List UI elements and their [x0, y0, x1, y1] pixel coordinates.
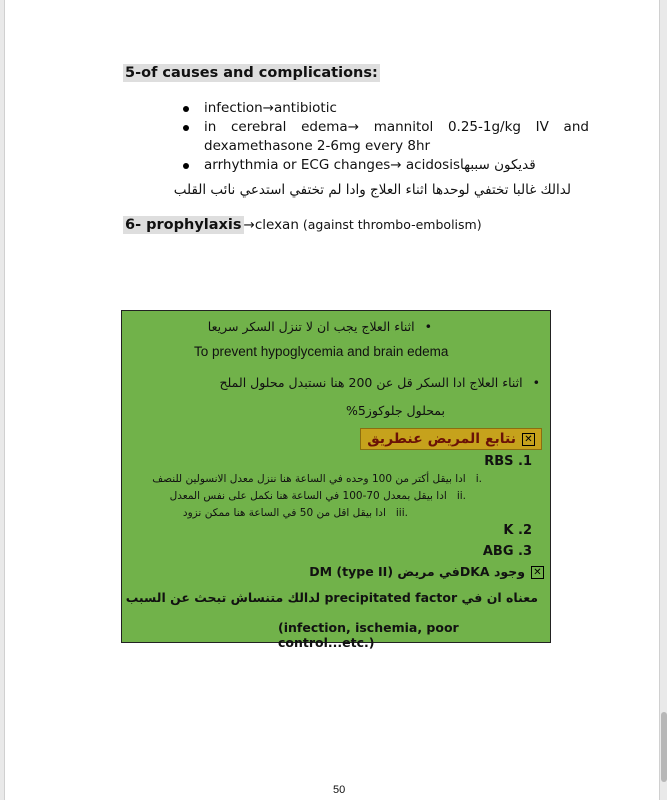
- followup-heading: [360, 428, 542, 450]
- rbs-subitem-2: [170, 490, 466, 502]
- item-label: K: [503, 523, 514, 538]
- section-6-line: [123, 217, 482, 233]
- roman-numeral: .ii: [456, 490, 466, 502]
- item-label: RBS: [484, 454, 514, 469]
- section-6-heading: 6- prophylaxis: [125, 217, 242, 233]
- subitem-text: ادا بيقل بمعدل 70-100 في الساعة هنا نكمل على نفس المعدل: [169, 490, 447, 502]
- precip-after: لدالك متنساش تبحث عن السبب: [125, 590, 321, 605]
- item-number: .2: [518, 523, 532, 538]
- roman-numeral: .i: [475, 473, 482, 485]
- word: 0.25-1g/kg: [447, 119, 521, 135]
- bullet-dot-icon: •: [424, 319, 432, 334]
- section-5-heading: 5-of causes and complications:: [125, 65, 378, 81]
- callout-text: اثناء العلاج يجب ان لا تنزل السكر سريعا: [207, 319, 415, 334]
- callout-line-2: To prevent hypoglycemia and brain edema: [194, 344, 449, 359]
- rbs-subitem-1: [152, 473, 482, 485]
- rbs-subitem-3: [183, 507, 408, 519]
- checkbox-x-icon: ✕: [522, 433, 535, 446]
- bullet-justified-line: [204, 118, 589, 137]
- word: edema→: [301, 119, 360, 135]
- clexan-note: (against thrombo-embolism): [298, 217, 482, 232]
- word: mannitol: [373, 119, 434, 135]
- roman-numeral: .iii: [395, 507, 408, 519]
- bullet-item-arrhythmia: [183, 156, 589, 175]
- section-5-bullet-list: [183, 99, 589, 175]
- bullet-text: infection→antibiotic: [204, 100, 337, 116]
- followup-item-abg: [483, 544, 532, 559]
- callout-line-4: بمحلول جلوكوز5%: [345, 403, 445, 418]
- item-label: ABG: [482, 544, 514, 559]
- green-callout-box: [121, 310, 551, 650]
- precip-before: معناه ان في: [461, 590, 538, 605]
- item-number: .3: [518, 544, 532, 559]
- bullet-text: arrhythmia or ECG changes→ acidosisقديكون سببها: [204, 157, 536, 173]
- subitem-text: ادا بيقل اقل من 50 في الساعة هنا ممكن نزود: [182, 507, 386, 519]
- followup-item-k: [503, 523, 532, 538]
- examples-line: (infection, ischemia, poor control...etc.): [278, 620, 459, 650]
- word: in: [204, 119, 217, 135]
- bullet-item-cerebral-edema: [183, 118, 589, 156]
- scrollbar-thumb[interactable]: [661, 712, 667, 782]
- item-number: .1: [518, 454, 532, 469]
- callout-line-1: [208, 319, 432, 334]
- checkbox-x-icon: ✕: [531, 566, 544, 579]
- dka-text-ar: وجود DKAفي مريض: [397, 564, 525, 579]
- followup-heading-text: نتابع المريض عنطريق: [367, 431, 516, 447]
- precipitated-factor-line: [126, 590, 538, 605]
- bullet-continuation: dexamethasone 2-6mg every 8hr: [204, 138, 431, 154]
- subitem-text: ادا بيقل أكتر من 100 وحده في الساعة هنا ننزل معدل الانسولين للنصف: [152, 473, 466, 485]
- arabic-note: لدالك غالبا تختفي لوحدها اثناء العلاج وادا لم تختفي استدعي نائب القلب: [173, 182, 571, 198]
- page-number: 50: [333, 784, 346, 796]
- word: cerebral: [230, 119, 287, 135]
- clexan-text: →clexan: [243, 217, 299, 233]
- dka-text-en: DM (type II): [309, 564, 394, 579]
- callout-line-3: [219, 375, 540, 390]
- dka-line: [309, 564, 544, 579]
- followup-item-rbs: [484, 454, 532, 469]
- document-page: [4, 0, 660, 800]
- callout-text: اثناء العلاج ادا السكر قل عن 200 هنا نستبدل محلول الملح: [219, 375, 523, 390]
- bullet-item-infection: [183, 99, 589, 118]
- bullet-dot-icon: •: [532, 375, 540, 390]
- word: and: [563, 119, 589, 135]
- word: IV: [535, 119, 549, 135]
- precip-en: precipitated factor: [324, 590, 458, 605]
